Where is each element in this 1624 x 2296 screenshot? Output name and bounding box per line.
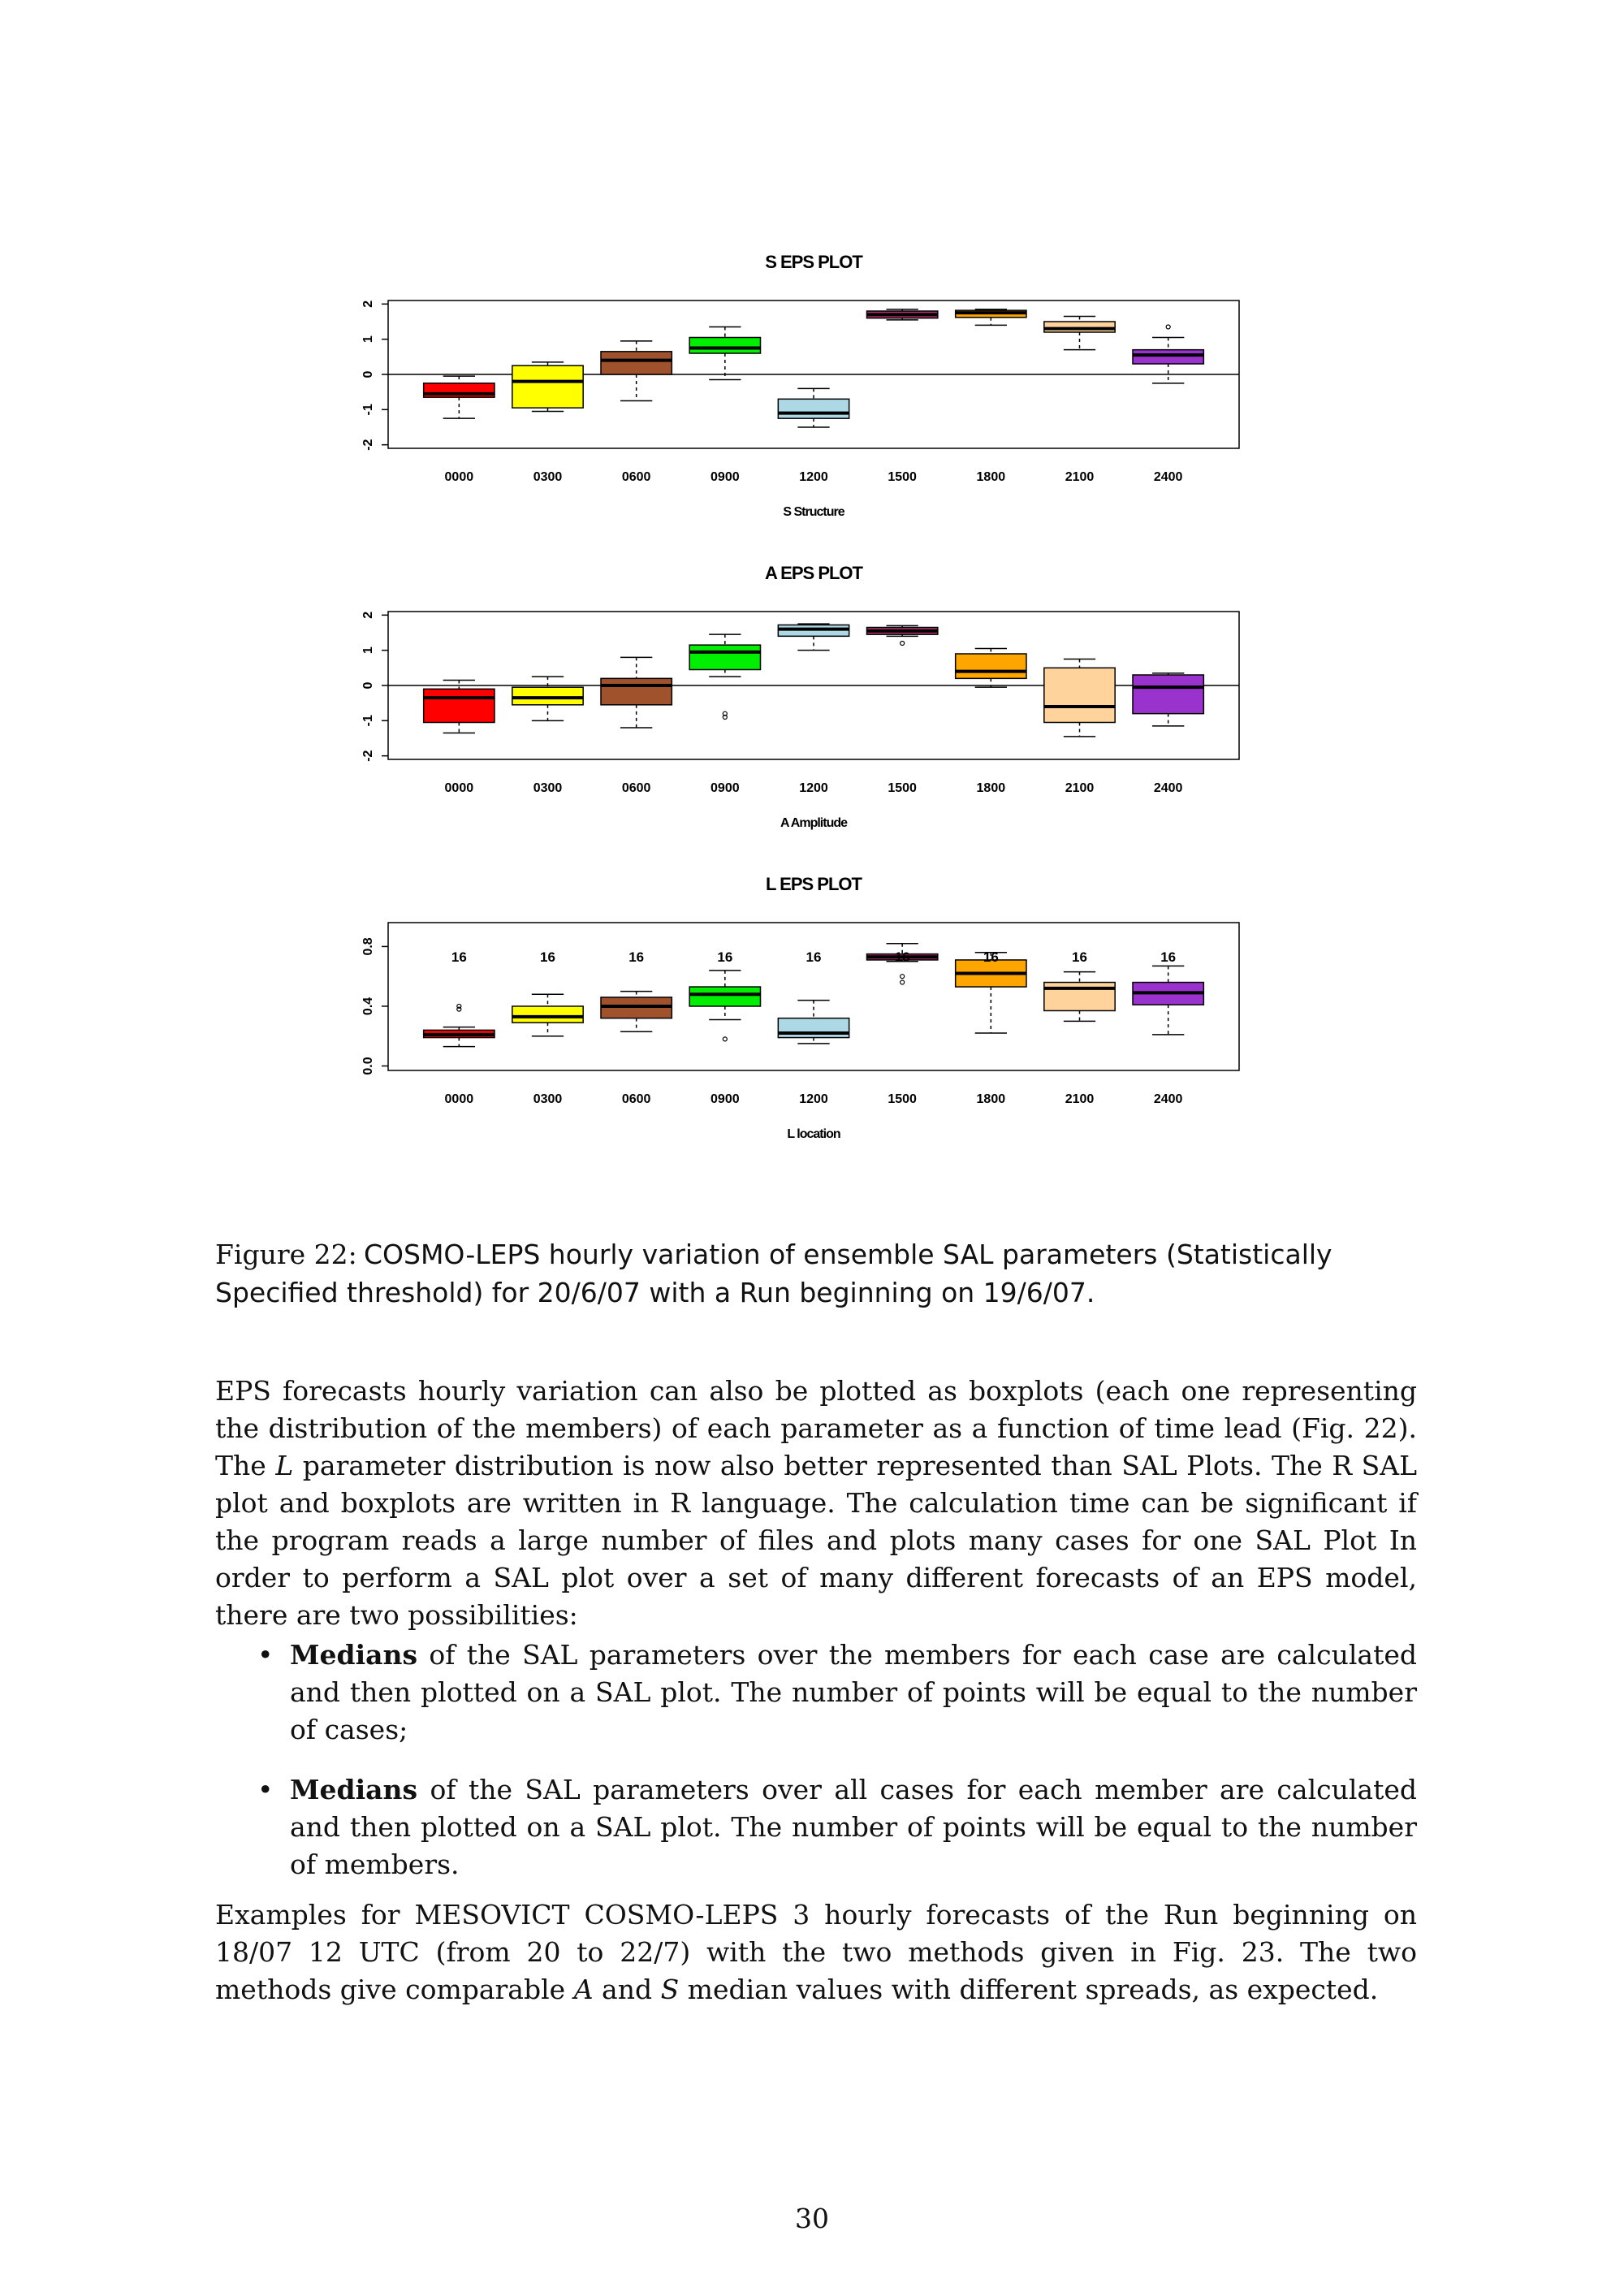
x-tick-label: 0900 bbox=[710, 1092, 740, 1106]
plot-title: L EPS PLOT bbox=[766, 874, 862, 894]
y-tick-label: -2 bbox=[361, 750, 375, 762]
x-tick-label: 1500 bbox=[888, 781, 917, 795]
page-number: 30 bbox=[795, 2203, 829, 2234]
count-label: 16 bbox=[540, 949, 555, 965]
x-tick-label: 0900 bbox=[710, 470, 740, 484]
box bbox=[1044, 668, 1115, 722]
x-tick-label: 0600 bbox=[621, 470, 651, 484]
x-tick-label: 1800 bbox=[976, 781, 1006, 795]
y-tick-label: 0.8 bbox=[361, 937, 375, 956]
x-tick-label: 2100 bbox=[1065, 470, 1095, 484]
box bbox=[512, 365, 583, 408]
outlier-point bbox=[723, 1037, 727, 1041]
x-tick-label: 0000 bbox=[444, 1092, 474, 1106]
box bbox=[778, 399, 849, 418]
box bbox=[601, 678, 672, 705]
box bbox=[689, 645, 760, 669]
paragraph1-var: L bbox=[275, 1450, 294, 1481]
y-tick-label: 1 bbox=[361, 646, 375, 655]
x-tick-label: 1200 bbox=[799, 1092, 828, 1106]
count-label: 16 bbox=[717, 949, 733, 965]
paragraph2-before: Examples for MESOVICT COSMO-LEPS 3 hourly forecasts of the Run beginning on 18/07 12 UTC (from 20 to 22/7) with the two methods given in Fig. 23. The two methods give comparable bbox=[215, 1899, 1417, 2005]
bullet-icon: • bbox=[257, 1639, 274, 1671]
box bbox=[424, 689, 495, 722]
box bbox=[1044, 983, 1115, 1011]
caption-text: COSMO-LEPS hourly variation of ensemble SAL parameters (Statistically Specified threshold) for 20/6/07 with a Run beginning on 19/6/07. bbox=[215, 1239, 1332, 1308]
paragraph2-middle: and bbox=[593, 1974, 661, 2005]
box bbox=[689, 987, 760, 1006]
count-label: 16 bbox=[894, 949, 910, 965]
x-tick-label: 0300 bbox=[533, 1092, 563, 1106]
y-tick-label: -1 bbox=[361, 404, 375, 416]
x-tick-label: 0600 bbox=[621, 781, 651, 795]
x-tick-label: 0000 bbox=[444, 781, 474, 795]
x-tick-label: 1200 bbox=[799, 470, 828, 484]
bullet-text: of the SAL parameters over all cases for each member are calculated and then plotted on a SAL plot. The number of points will be equal to the number of members. bbox=[290, 1774, 1417, 1880]
box bbox=[689, 338, 760, 354]
count-label: 16 bbox=[806, 949, 822, 965]
box bbox=[956, 654, 1026, 678]
bullet-bold: Medians bbox=[290, 1639, 418, 1671]
y-tick-label: 0.0 bbox=[361, 1057, 375, 1075]
x-tick-label: 2400 bbox=[1153, 781, 1183, 795]
x-tick-label: 0000 bbox=[444, 470, 474, 484]
count-label: 16 bbox=[451, 949, 467, 965]
x-tick-label: 1500 bbox=[888, 470, 917, 484]
box bbox=[1044, 322, 1115, 332]
x-tick-label: 2400 bbox=[1153, 1092, 1183, 1106]
paragraph1-after: parameter distribution is now also better represented than SAL Plots. The R SAL plot and boxplots are written in R language. The calculation time can be significant if the program reads a large number of files and plots many cases for one SAL Plot In order to perform a SAL plot over a set of many different forecasts of an EPS model, there are two possibilities: bbox=[215, 1450, 1417, 1631]
list-item bbox=[215, 1637, 1417, 1749]
list-item bbox=[215, 1771, 1417, 1883]
x-tick-label: 1800 bbox=[976, 1092, 1006, 1106]
boxplot-panel bbox=[361, 563, 1239, 830]
y-tick-label: 0 bbox=[361, 681, 375, 690]
count-label: 16 bbox=[1160, 949, 1177, 965]
bullet-text: of the SAL parameters over the members for each case are calculated and then plotted on a SAL plot. The number of points will be equal to the number of cases; bbox=[290, 1639, 1417, 1745]
bullet-bold: Medians bbox=[290, 1774, 418, 1805]
x-tick-label: 1200 bbox=[799, 781, 828, 795]
y-tick-label: 2 bbox=[361, 611, 375, 619]
eps-boxplots-figure bbox=[357, 244, 1283, 1170]
x-tick-label: 1500 bbox=[888, 1092, 917, 1106]
y-tick-label: -2 bbox=[361, 439, 375, 451]
box bbox=[601, 352, 672, 374]
figure-22 bbox=[357, 244, 1283, 1170]
outlier-point bbox=[901, 980, 905, 984]
count-label: 16 bbox=[1072, 949, 1087, 965]
figure-caption bbox=[215, 1236, 1417, 1312]
bullet-icon: • bbox=[257, 1774, 274, 1805]
y-tick-label: -1 bbox=[361, 715, 375, 727]
boxplot-panel bbox=[361, 252, 1239, 519]
plot-title: A EPS PLOT bbox=[765, 563, 862, 583]
box bbox=[512, 1006, 583, 1023]
x-axis-label: A Amplitude bbox=[780, 816, 848, 830]
y-tick-label: 2 bbox=[361, 300, 375, 308]
paragraph1-before: EPS forecasts hourly variation can also be plotted as boxplots (each one representing the distribution of the members) of each parameter as a function of time lead (Fig. 22). The bbox=[215, 1375, 1417, 1481]
x-tick-label: 2400 bbox=[1153, 470, 1183, 484]
paragraph2-var-a: A bbox=[573, 1974, 594, 2005]
count-label: 16 bbox=[983, 949, 999, 965]
box bbox=[1133, 675, 1203, 714]
possibilities-list bbox=[215, 1637, 1417, 1906]
box bbox=[512, 687, 583, 705]
x-tick-label: 0300 bbox=[533, 781, 563, 795]
paragraph2-after: median values with different spreads, as expected. bbox=[679, 1974, 1379, 2005]
x-tick-label: 1800 bbox=[976, 470, 1006, 484]
y-tick-label: 0 bbox=[361, 370, 375, 378]
y-tick-label: 1 bbox=[361, 335, 375, 344]
outlier-point bbox=[1166, 325, 1170, 329]
paragraph-boxplots bbox=[215, 1373, 1417, 1634]
y-tick-label: 0.4 bbox=[361, 997, 375, 1016]
caption-label: Figure 22: bbox=[215, 1239, 357, 1270]
x-axis-label: S Structure bbox=[783, 505, 844, 519]
count-label: 16 bbox=[628, 949, 645, 965]
outlier-point bbox=[901, 975, 905, 979]
plot-title: S EPS PLOT bbox=[765, 252, 862, 272]
paragraph-examples bbox=[215, 1896, 1417, 2008]
x-tick-label: 0600 bbox=[621, 1092, 651, 1106]
outlier-point bbox=[901, 642, 905, 646]
boxplot-panel bbox=[361, 874, 1239, 1141]
x-tick-label: 0300 bbox=[533, 470, 563, 484]
x-axis-label: L location bbox=[787, 1127, 840, 1141]
paragraph2-var-s: S bbox=[660, 1974, 680, 2005]
x-tick-label: 0900 bbox=[710, 781, 740, 795]
x-tick-label: 2100 bbox=[1065, 781, 1095, 795]
x-tick-label: 2100 bbox=[1065, 1092, 1095, 1106]
box bbox=[1133, 350, 1203, 364]
